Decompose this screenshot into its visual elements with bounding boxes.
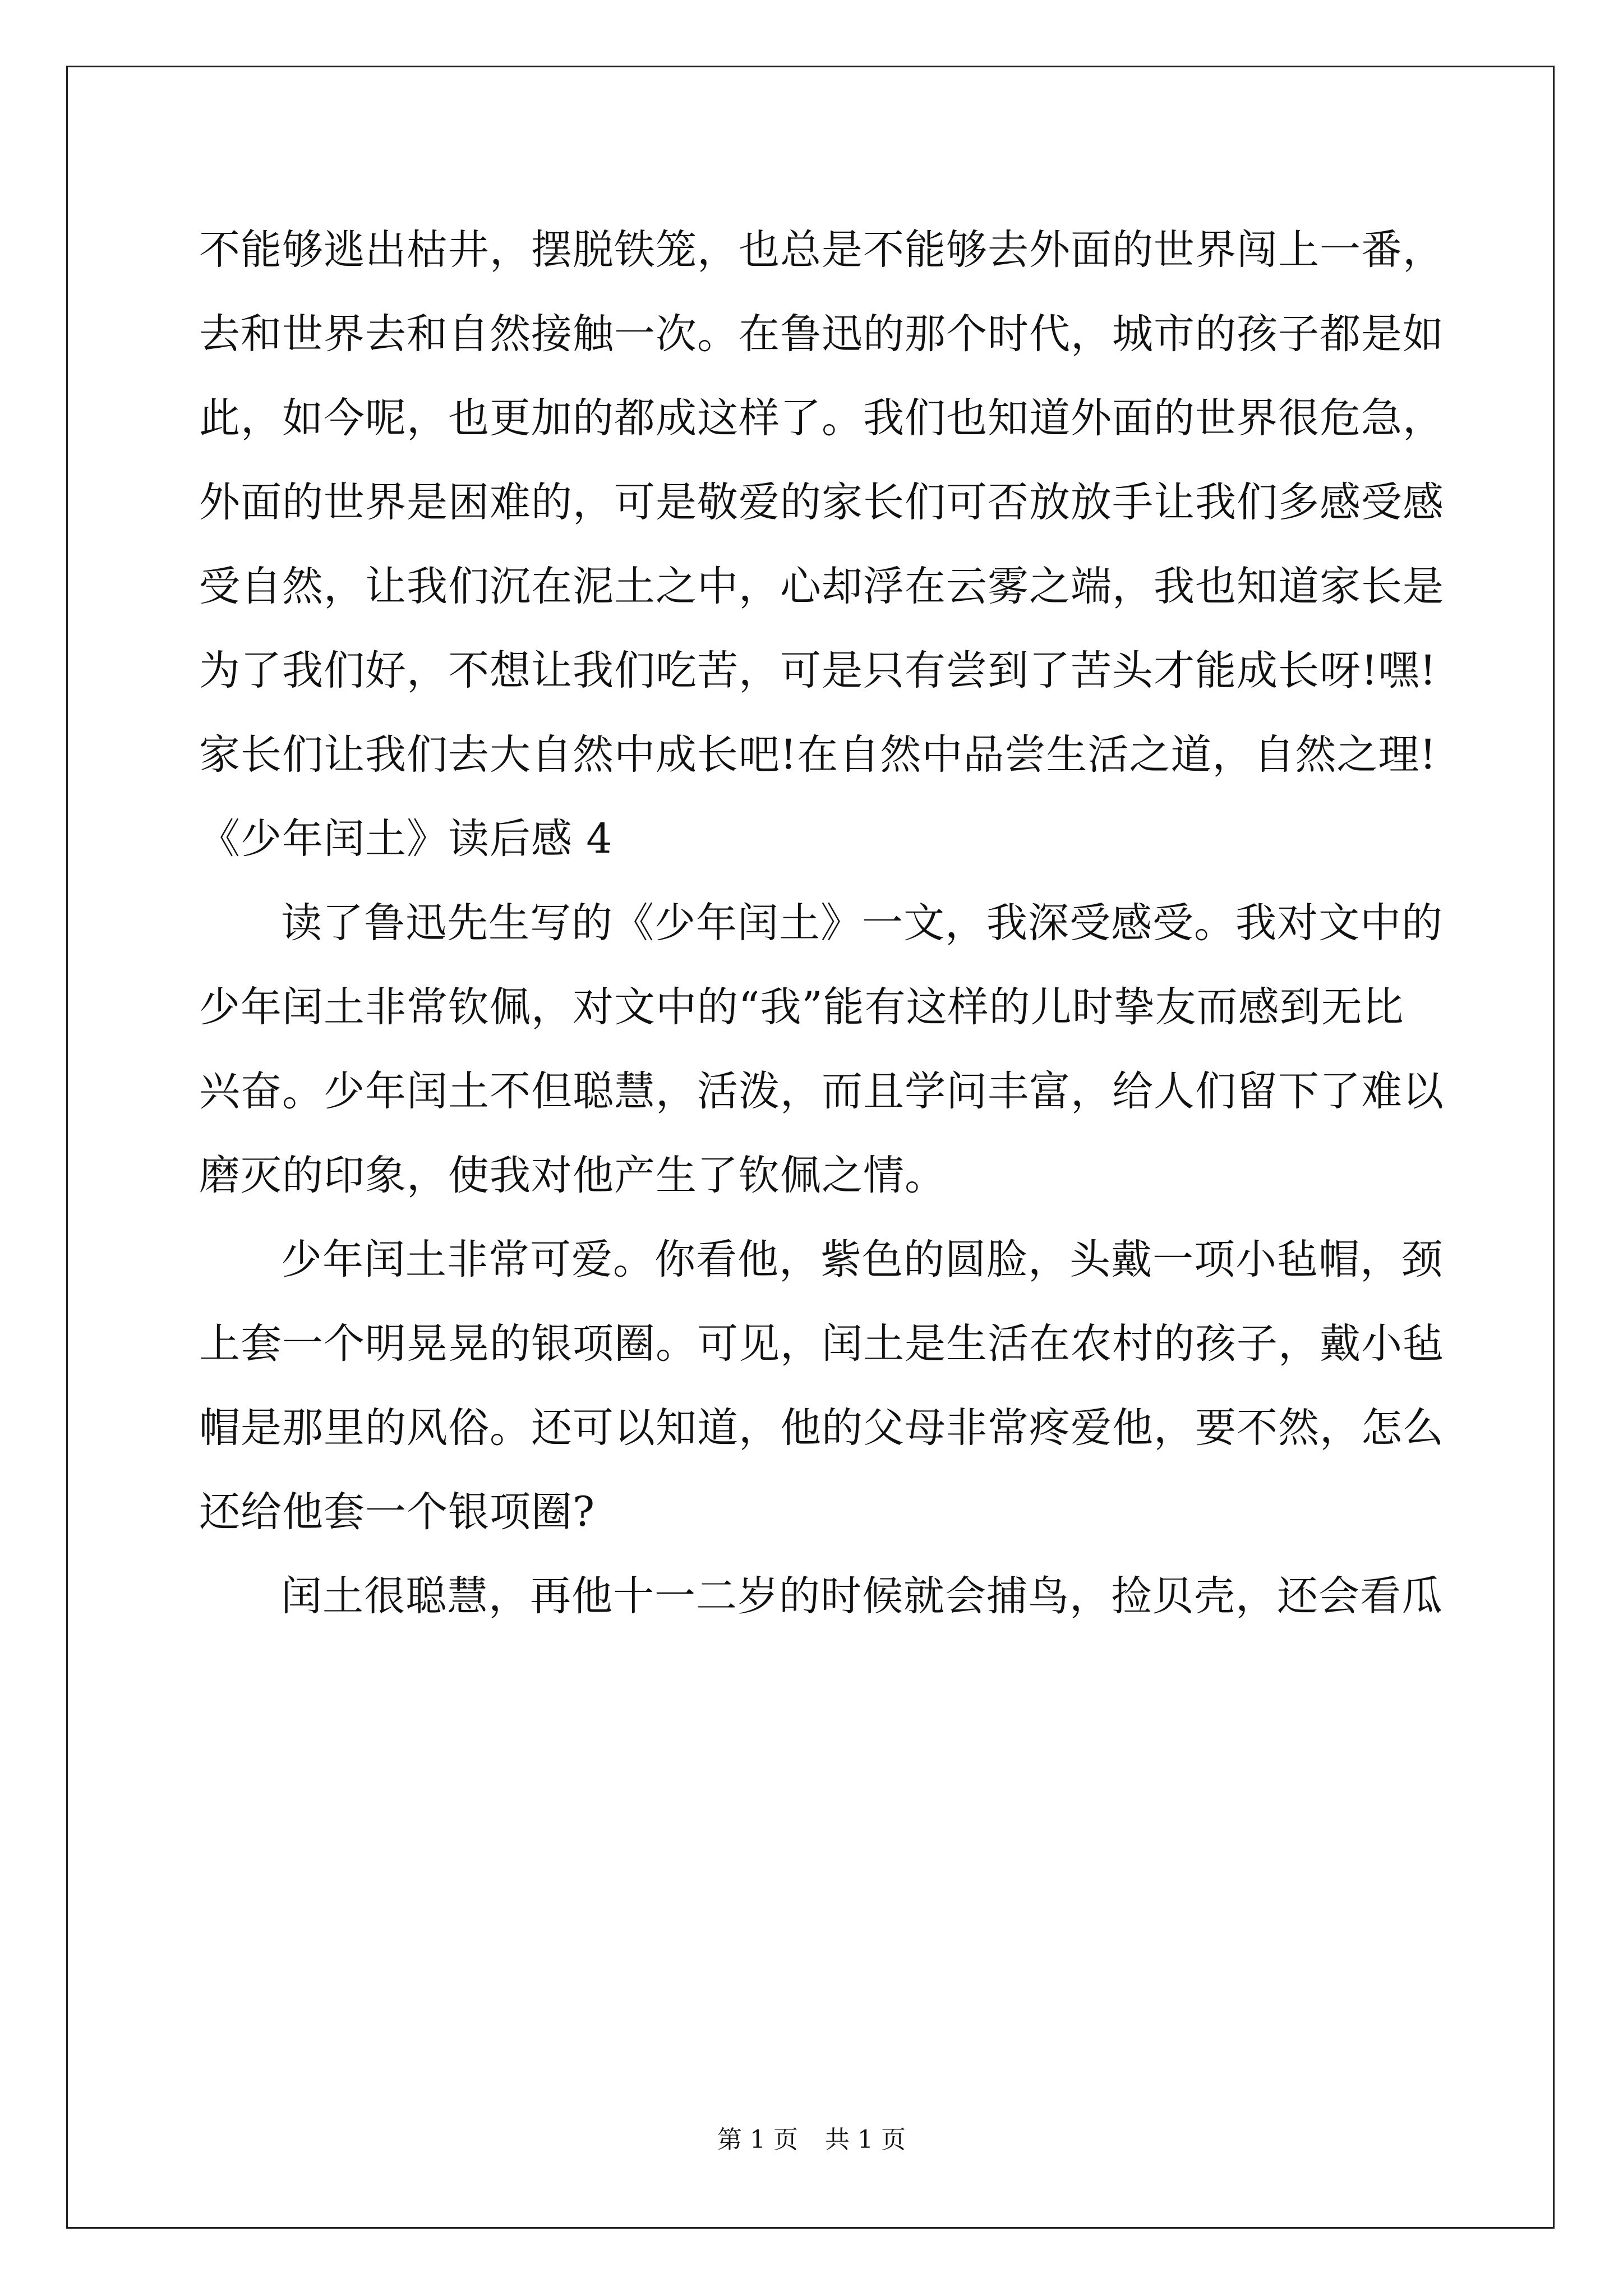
text-line: 不能够逃出枯井，摆脱铁笼，也总是不能够去外面的世界闯上一番， — [199, 226, 1444, 274]
text-line: 少年闰土非常可爱。你看他，紫色的圆脸，头戴一项小毡帽，颈 — [281, 1236, 1443, 1283]
page-footer — [0, 2123, 1623, 2157]
text-line: 家长们让我们去大自然中成长吧!在自然中品尝生活之道，自然之理! — [199, 731, 1437, 779]
text-line: 读了鲁迅先生写的《少年闰土》一文，我深受感受。我对文中的 — [281, 899, 1443, 947]
text-line: 外面的世界是困难的，可是敬爱的家长们可否放放手让我们多感受感 — [199, 478, 1444, 526]
page-number: 第 1 页 — [717, 2125, 798, 2154]
section-heading: 《少年闰土》读后感 4 — [199, 815, 613, 863]
text-line: 还给他套一个银项圈? — [199, 1488, 596, 1536]
text-line: 兴奋。少年闰土不但聪慧，活泼，而且学问丰富，给人们留下了难以 — [199, 1068, 1444, 1115]
text-line: 此，如今呢，也更加的都成这样了。我们也知道外面的世界很危急， — [199, 394, 1444, 442]
page-total: 共 1 页 — [825, 2125, 906, 2154]
text-line: 帽是那里的风俗。还可以知道，他的父母非常疼爱他，要不然，怎么 — [199, 1404, 1444, 1452]
text-line: 闰土很聪慧，再他十一二岁的时候就会捕鸟，捡贝壳，还会看瓜 — [281, 1572, 1443, 1620]
text-line: 受自然，让我们沉在泥土之中，心却浮在云雾之端，我也知道家长是 — [199, 563, 1444, 610]
text-line: 去和世界去和自然接触一次。在鲁迅的那个时代，城市的孩子都是如 — [199, 310, 1444, 358]
text-line: 上套一个明晃晃的银项圈。可见，闰土是生活在农村的孩子，戴小毡 — [199, 1320, 1444, 1368]
text-line: 为了我们好，不想让我们吃苦，可是只有尝到了苦头才能成长呀!嘿! — [199, 647, 1437, 694]
text-line: 磨灭的印象，使我对他产生了钦佩之情。 — [199, 1152, 946, 1199]
text-line: 少年闰土非常钦佩，对文中的“我”能有这样的儿时挚友而感到无比 — [199, 983, 1404, 1031]
